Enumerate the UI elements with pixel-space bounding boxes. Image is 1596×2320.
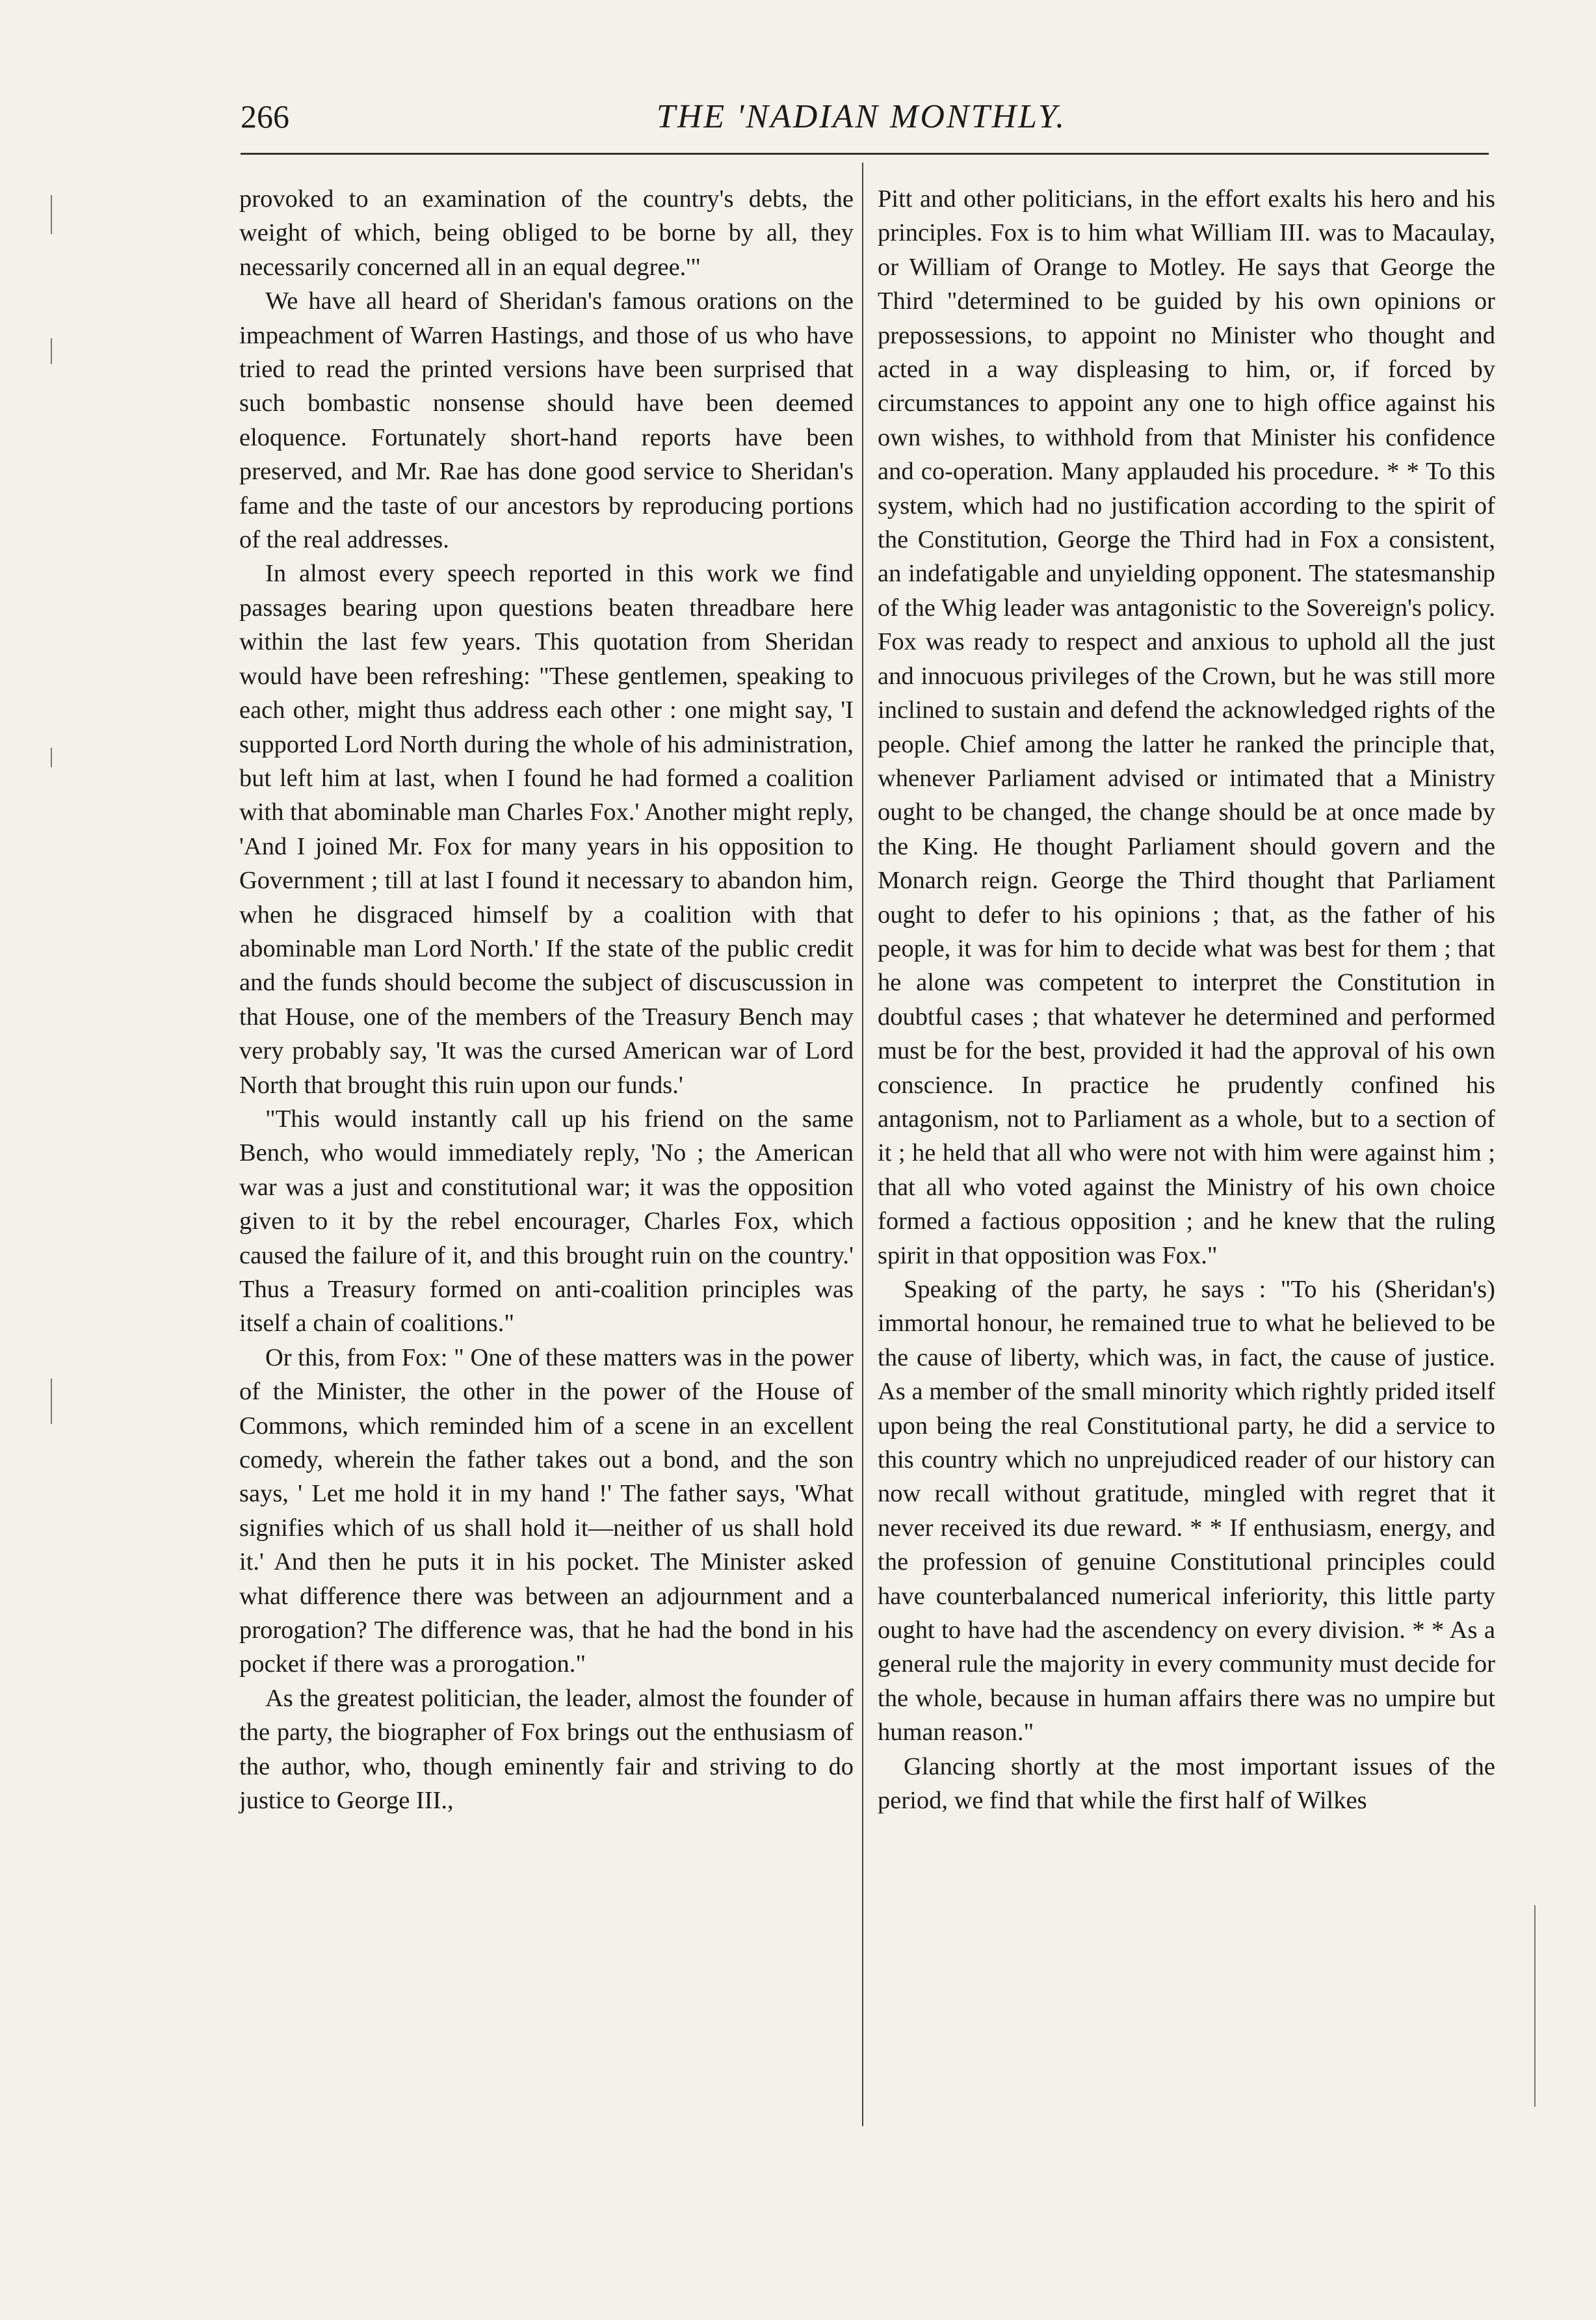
paragraph: "This would instantly call up his friend on the same Bench, who would immediately reply, 'No ; the American war was a just and constitutional war; it was the opposition given to it by the rebel encourager, Charles Fox, which caused the failure of it, and this brought ruin on the country.' Thus a Treasury formed on anti-coalition principles was itself a chain of coalitions." [239,1105,854,1338]
paragraph: Pitt and other politicians, in the effort exalts his hero and his principles. Fox is to him what William III. was to Macaulay, or William of Orange to Motley. He says that George the Third "determined to be guided by his own opinions or prepossessions, to appoint no Minister who thought and acted in a way displeasing to him, or, if forced by circumstances to appoint any one to high office against his own wishes, to withhold from that Minister his confidence and co-operation. Many applauded his procedure. * * To this system, which had no justification according to the spirit of the Constitution, George the Third had in Fox a consistent, an indefatigable and unyielding opponent. The statesmanship of the Whig leader was antagonistic to the Sovereign's policy. Fox was ready to respect and anxious to uphold all the just and innocuous privileges of the Crown, but he was still more inclined to sustain and defend the acknowledged rights of the people. Chief among the latter he ranked the principle that, whenever Parliament advised or intimated that a Ministry ought to be changed, the change should be at once made by the King. He thought Parliament should govern and the Monarch reign. George the Third thought that Parliament ought to defer to his opinions ; that, as the father of his people, it was for him to decide what was best for them ; that he alone was competent to interpret the Constitution in doubtful cases ; that whatever he determined and performed must be for the best, provided it had the approval of his own conscience. In practice he prudently confined his antagonism, not to Parliament as a whole, but to a section of it ; he held that all who were not with him were against him ; that all who voted against the Ministry of his own choice formed a factious opposition ; and he knew that the ruling spirit in that opposition was Fox." [878,185,1495,1269]
paragraph: Glancing shortly at the most important issues of the period, we find that while the first half of Wilkes [878,1752,1495,1815]
paragraph: provoked to an examination of the country's debts, the weight of which, being obliged to be borne by all, they necessarily concerned all in an equal degree.'" [239,185,854,281]
scan-margin-mark [51,195,52,234]
scan-margin-mark [51,1378,52,1424]
page-header [234,98,1489,150]
paragraph: Or this, from Fox: " One of these matters was in the power of the Minister, the other in the power of the House of Commons, which reminded him of a scene in an excellent comedy, wherein the father takes out a bond, and the son says, ' Let me hold it in my hand !' The father says, 'What signifies which of us shall hold it—neither of us shall hold it.' And then he puts it in his pocket. The Minister asked what difference there was between an adjournment and a prorogation? The difference was, that he had the bond in his pocket if there was a prorogation." [239,1343,854,1678]
page-number: 266 [241,98,289,135]
paragraph: We have all heard of Sheridan's famous orations on the impeachment of Warren Hastings, and those of us who have tried to read the printed versions have been surprised that such bombastic nonsense should have been deemed eloquence. Fortunately short-hand reports have been preserved, and Mr. Rae has done good service to Sheridan's fame and the taste of our ancestors by reproducing portions of the real addresses. [239,287,854,554]
paragraph: Speaking of the party, he says : "To his (Sheridan's) immortal honour, he remained true to what he believed to be the cause of liberty, which was, in fact, the cause of justice. As a member of the small minority which rightly prided itself upon being the real Constitutional party, he did a service to this country which no unprejudiced reader of our history can now recall without gratitude, mingled with regret that it never received its due reward. * * If enthusiasm, energy, and the profession of genuine Constitutional principles could have counterbalanced numerical inferiority, this little party ought to have had the ascendency on every division. * * As a general rule the majority in every community must decide for the whole, because in human affairs there was no umpire but human reason." [878,1276,1495,1747]
scan-margin-mark [51,338,52,364]
header-rule [241,153,1489,155]
right-column [878,182,1495,1818]
running-title: THE 'NADIAN MONTHLY. [656,98,1067,135]
column-divider [862,163,863,2126]
scan-margin-mark [51,748,52,767]
paragraph: As the greatest politician, the leader, almost the founder of the party, the biographer of Fox brings out the enthusiasm of the author, who, though eminently fair and striving to do justice to George III., [239,1684,854,1815]
paragraph: In almost every speech reported in this work we find passages bearing upon questions beaten threadbare here within the last few years. This quotation from Sheridan would have been refreshing: "These gentlemen, speaking to each other, might thus address each other : one might say, 'I supported Lord North during the whole of his administration, but left him at last, when I found he had formed a coalition with that abominable man Charles Fox.' Another might reply, 'And I joined Mr. Fox for many years in his opposition to Government ; till at last I found it necessary to abandon him, when he disgraced himself by a coalition with that abominable man Lord North.' If the state of the public credit and the funds should become the subject of discuscussion in that House, one of the members of the Treasury Bench may very probably say, 'It was the cursed American war of Lord North that brought this ruin upon our funds.' [239,560,854,1099]
scan-margin-mark [1534,1905,1536,2107]
left-column [239,182,854,1818]
